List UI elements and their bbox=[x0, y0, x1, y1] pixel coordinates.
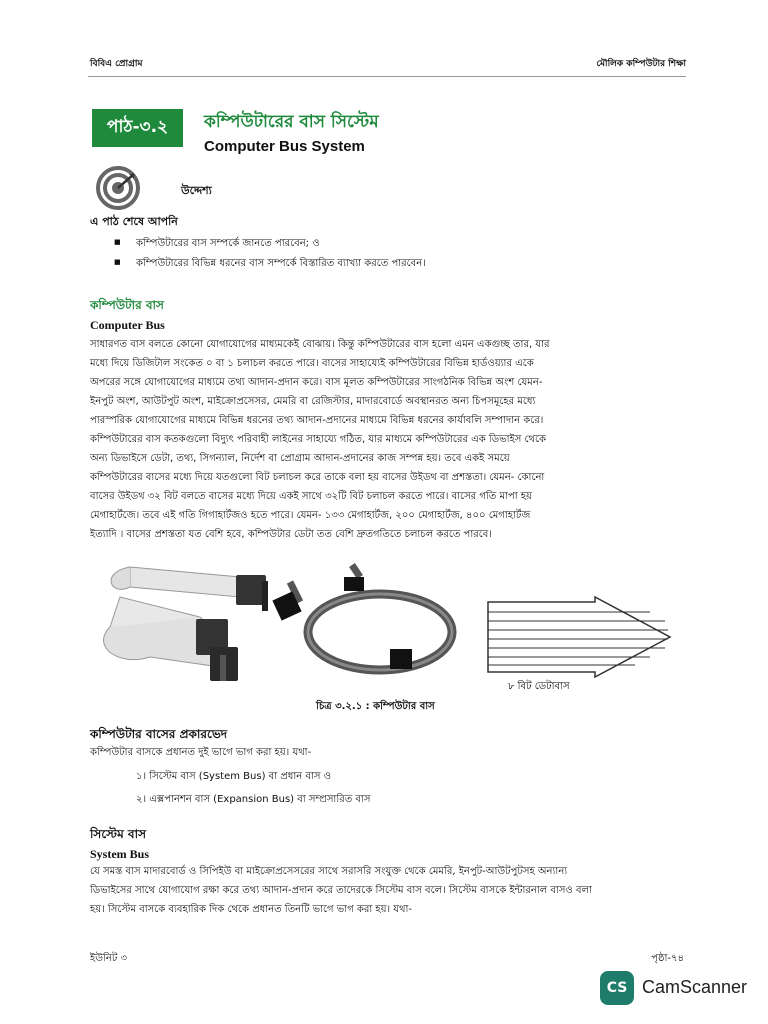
section-heading-computer-bus: কম্পিউটার বাস bbox=[90, 298, 164, 312]
databus-label: ৮ বিট ডেটাবাস bbox=[508, 681, 570, 692]
camscanner-watermark: CamScanner bbox=[642, 977, 748, 997]
section-heading-bus-types: কম্পিউটার বাসের প্রকারভেদ bbox=[90, 727, 228, 741]
figure-caption: চিত্র ৩.২.১ : কম্পিউটার বাস bbox=[316, 701, 435, 712]
footer-page-number: পৃষ্ঠা-৭৪ bbox=[651, 953, 684, 964]
computer-bus-paragraph: সাধারণত বাস বলতে কোনো যোগাযোগের মাধ্যমকেই বোঝায়। কিন্তু কম্পিউটারের বাস হলো এমন একগুচ্ছ তার, যার মধ্যে দিয়ে ডিজিটাল সংকেত ০ বা ১ চলাচল করতে পারে। বাসের সাহায্যেই কম্পিউটারের বিভিন্ন হার্ডওয়্যার একে অপরের সঙ্গে যোগাযোগের মাধ্যমে তথ্য আদান-প্রদান করে। বাস মূলত কম্পিউটারের সাংগঠনিক বিভিন্ন অংশ যেমন- ইনপুট অংশ, আউটপুট অংশ, মাইক্রোপ্রসেসর, মেমরি বা রেজিস্টার, মাদারবোর্ডে অবস্থানরত অন্য চিপসমূহের মধ্যে পারস্পরিক যোগাযোগের মাধ্যমে বিভিন্ন ধরনের তথ্য আদান-প্রদানের মাধ্যমে বিভিন্ন ধরনের কার্যাবলি সম্পাদান করে। কম্পিউটারের বাস কতকগুলো বিদ্যুৎ পরিবাহী লাইনের সাহায্যে গঠিত, যার মাধ্যমে কম্পিউটারের এক ডিভাইস থেকে অন্য ডিভাইসে ডেটা, তথ্য, সিগন্যাল, নির্দেশ বা প্রোগ্রাম আদান-প্রদানের কাজ সম্পন্ন হয়। তবে একই সময়ে কম্পিউটারের বাসের মধ্যে দিয়ে যতগুলো বিট চলাচল করে তাকে বলা হয় বাসের উইডথ বা প্রশস্ততা। যেমন- কোনো বাসের উইডথ ৩২ বিট বলতে বাসের মধ্যে দিয়ে একই সাথে ৩২টি বিট চলাচল করতে পারে। বাসের গতি মাপা হয় মেগাহার্টজে। তবে এই গতি গিগাহার্টজও হতে পারে। যেমন- ১৩৩ মেগাহার্টজ, ২০০ মেগাহার্টজ, ৪০০ মেগাহার্টজ ইত্যাদি । বাসের প্রশস্ততা যত বেশি হবে, কম্পিউটার ডেটা তত বেশি দ্রুতগতিতে চলাচল করতে পারবে। bbox=[90, 339, 550, 540]
bus-type-item: ১। সিস্টেম বাস (System Bus) বা প্রধান বাস ও bbox=[136, 771, 332, 782]
bus-type-item: ২। এক্সপানশন বাস (Expansion Bus) বা সম্প্রসারিত বাস bbox=[136, 794, 371, 805]
objective-item: ■ কম্পিউটারের বাস সম্পর্কে জানতে পারবেন; ও bbox=[114, 236, 320, 253]
objective-item: ■ কম্পিউটারের বিভিন্ন ধরনের বাস সম্পর্কে বিস্তারিত ব্যাখ্যা করতে পারবেন। bbox=[114, 256, 426, 273]
section-heading-system-bus: সিস্টেম বাস bbox=[90, 827, 147, 841]
lesson-title-bn: কম্পিউটারের বাস সিস্টেম bbox=[204, 112, 379, 132]
header-divider bbox=[88, 76, 686, 77]
objectives-intro: এ পাঠ শেষে আপনি bbox=[90, 215, 178, 228]
databus-arrow-diagram bbox=[488, 597, 670, 677]
objectives-label: উদ্দেশ্য bbox=[181, 184, 212, 197]
footer-unit: ইউনিট ৩ bbox=[90, 953, 127, 964]
sata-cable-image bbox=[272, 565, 452, 670]
section-subheading-computer-bus: Computer Bus bbox=[90, 318, 165, 332]
system-bus-paragraph: যে সমস্ত বাস মাদারবোর্ড ও সিপিইউ বা মাইক্রোপ্রসেসরের সাথে সরাসরি সংযুক্ত থেকে মেমরি, ইনপুট-আউটপুটসহ অন্যান্য ডিভাইসের সাথে যোগাযোগ রক্ষা করে তথ্য আদান-প্রদান করে তাদেরকে সিস্টেম বাস বলে। সিস্টেম বাসকে ইন্টারনাল বাসও বলা হয়। সিস্টেম বাসকে ব্যবহারিক দিক থেকে প্রধানত তিনটি ভাগে ভাগ করা হয়। যথা- bbox=[90, 866, 592, 915]
bus-types-intro: কম্পিউটার বাসকে প্রধানত দুই ভাগে ভাগ করা হয়। যথা- bbox=[90, 747, 312, 758]
ribbon-cable-image bbox=[104, 567, 268, 681]
section-subheading-system-bus: System Bus bbox=[90, 847, 150, 861]
lesson-title-en: Computer Bus System bbox=[204, 138, 365, 155]
lesson-number-badge: পাঠ-৩.২ bbox=[92, 109, 183, 147]
camscanner-logo-icon: CS bbox=[600, 971, 634, 1005]
header-program: বিবিএ প্রোগ্রাম bbox=[90, 59, 143, 69]
header-course: মৌলিক কম্পিউটার শিক্ষা bbox=[596, 59, 686, 69]
target-icon bbox=[96, 166, 140, 210]
computer-bus-figure bbox=[90, 557, 680, 697]
